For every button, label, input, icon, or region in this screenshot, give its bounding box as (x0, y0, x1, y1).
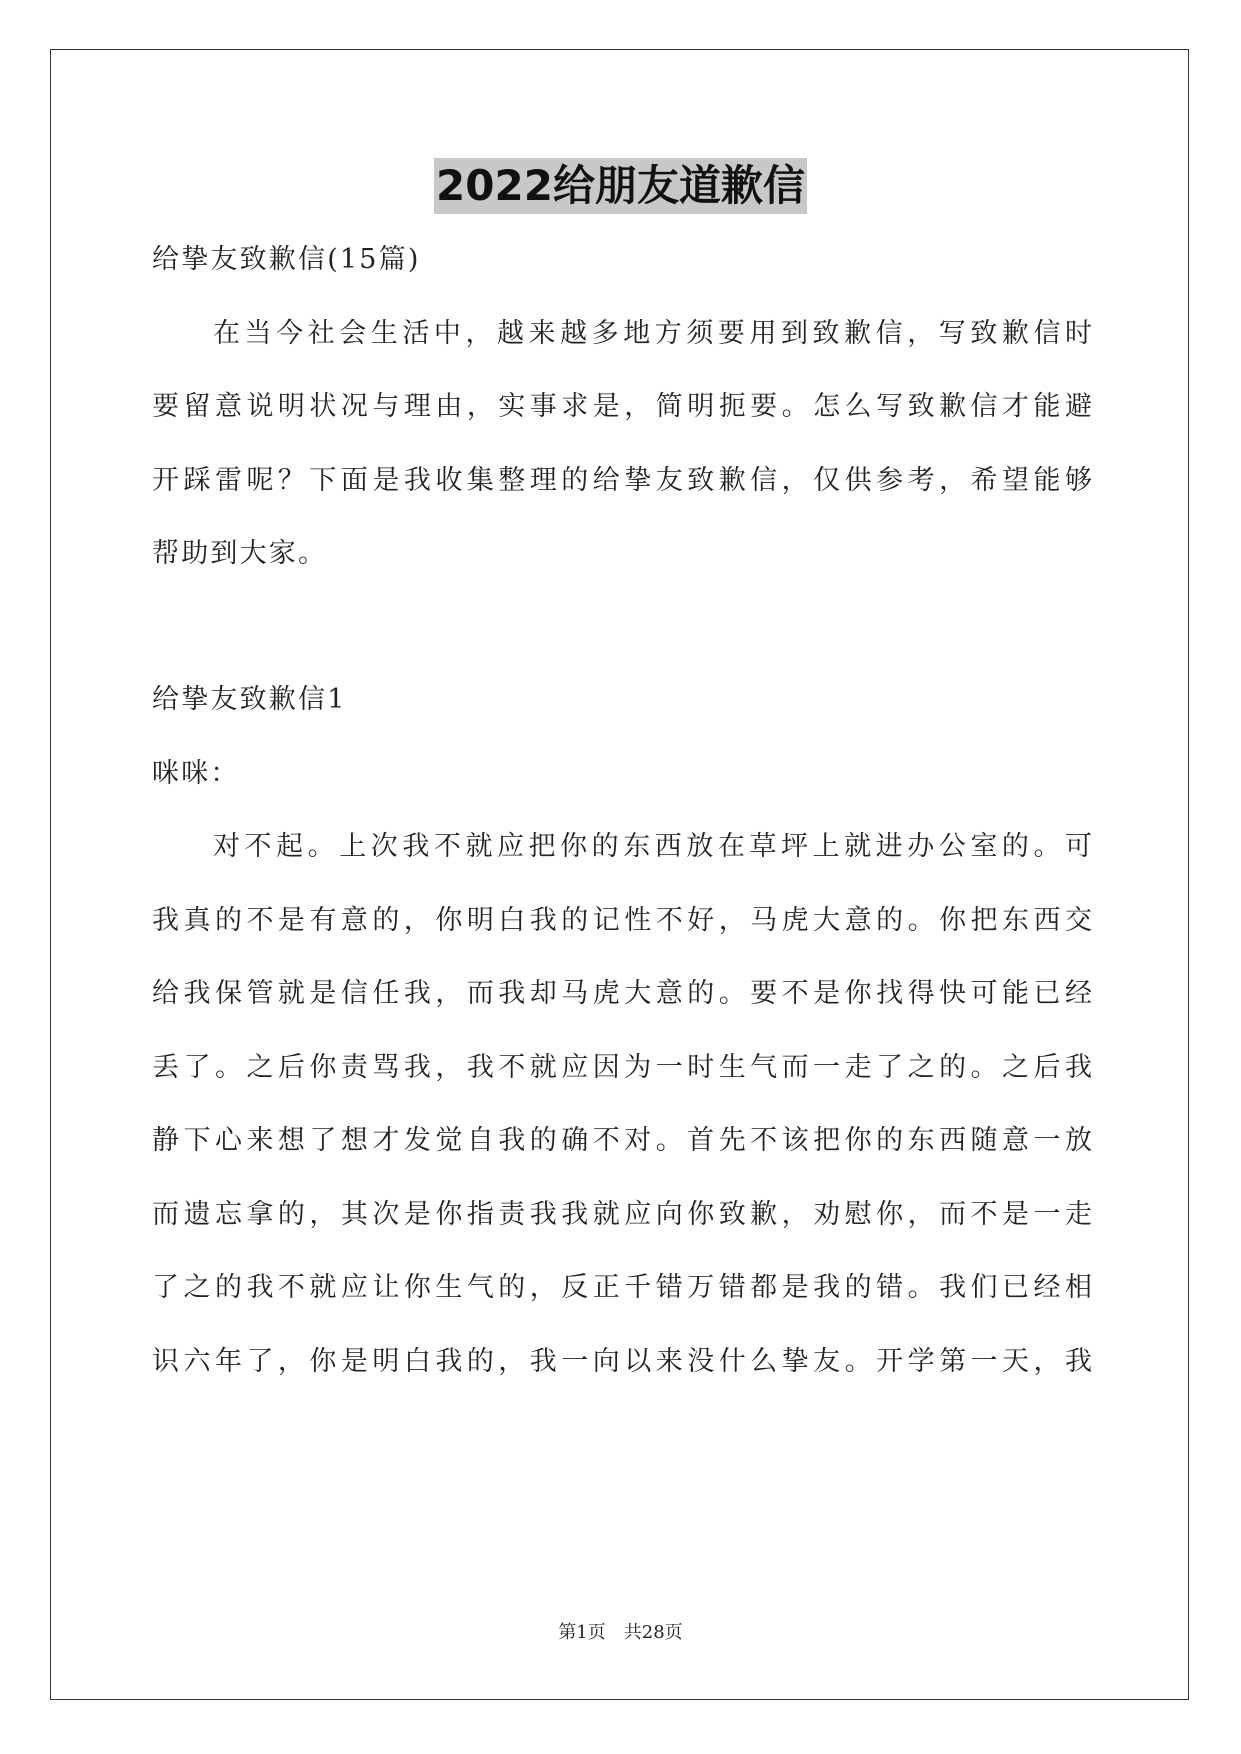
page-border (50, 49, 1189, 1700)
body-line: 识六年了，你是明白我的，我一向以来没什么挚友。开学第一天，我 (152, 1346, 1092, 1377)
page-number-footer: 第1页 共28页 (558, 1622, 683, 1643)
intro-line: 在当今社会生活中，越来越多地方须要用到致歉信，写致歉信时 (213, 318, 1092, 349)
body-line: 对不起。上次我不就应把你的东西放在草坪上就进办公室的。可 (213, 831, 1092, 862)
document-subtitle: 给挚友致歉信(15篇) (152, 244, 421, 275)
section-heading: 给挚友致歉信1 (152, 684, 347, 715)
title-container (0, 158, 1241, 214)
salutation: 咪咪： (152, 758, 240, 789)
body-line: 我真的不是有意的，你明白我的记性不好，马虎大意的。你把东西交 (152, 905, 1092, 936)
body-line: 丢了。之后你责骂我，我不就应因为一时生气而一走了之的。之后我 (152, 1052, 1092, 1083)
body-line: 而遗忘拿的，其次是你指责我我就应向你致歉，劝慰你，而不是一走 (152, 1199, 1092, 1230)
intro-line: 要留意说明状况与理由，实事求是，简明扼要。怎么写致歉信才能避 (152, 391, 1092, 422)
intro-line: 帮助到大家。 (152, 538, 328, 569)
intro-line: 开踩雷呢？下面是我收集整理的给挚友致歉信，仅供参考，希望能够 (152, 465, 1092, 496)
body-line: 静下心来想了想才发觉自我的确不对。首先不该把你的东西随意一放 (152, 1125, 1092, 1156)
body-line: 了之的我不就应让你生气的，反正千错万错都是我的错。我们已经相 (152, 1272, 1092, 1303)
document-title: 2022给朋友道歉信 (434, 158, 807, 214)
body-line: 给我保管就是信任我，而我却马虎大意的。要不是你找得快可能已经 (152, 978, 1092, 1009)
